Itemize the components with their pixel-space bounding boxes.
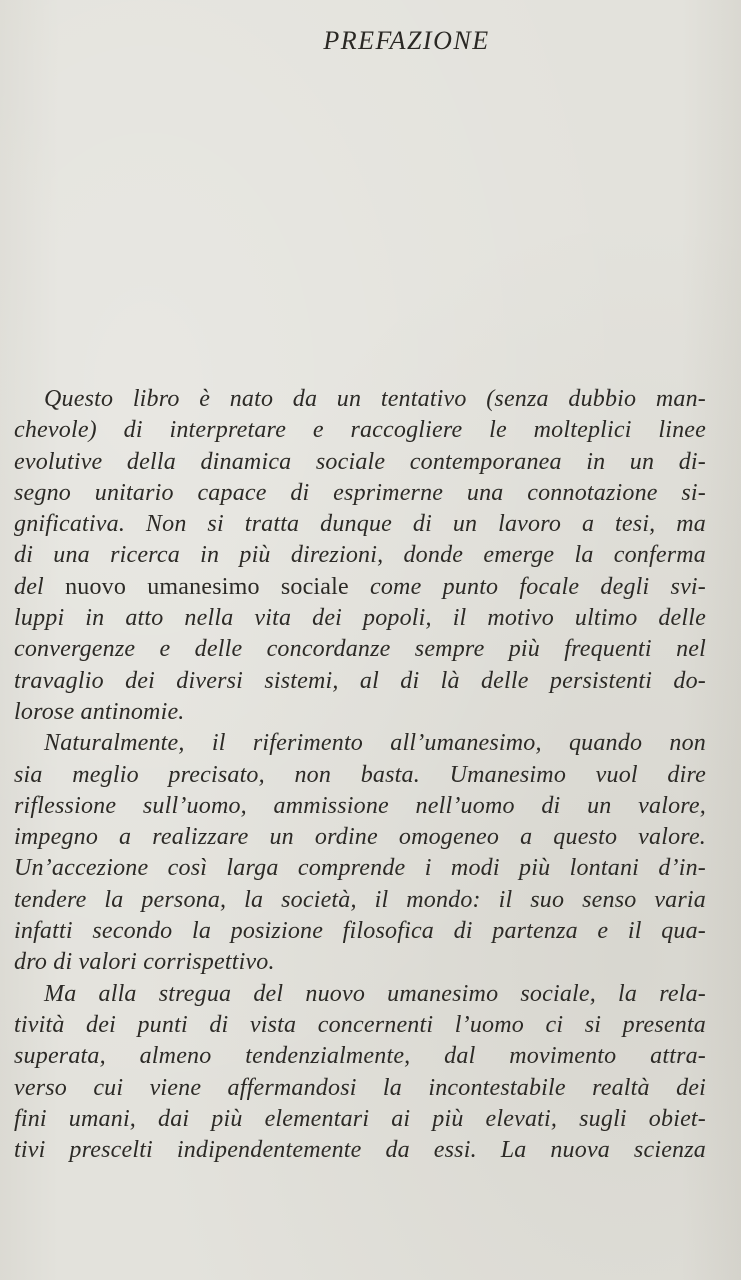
text-line: convergenze e delle concordanze sempre più frequenti nel — [14, 636, 706, 663]
text-line: tendere la persona, la società, il mondo: il suo senso varia — [14, 886, 706, 913]
text-segment: come punto focale degli svi- — [348, 573, 706, 600]
text-line: Questo libro è nato da un tentativo (senza dubbio man- — [44, 386, 706, 412]
text-line: travaglio dei diversi sistemi, al di là delle persistenti do- — [14, 667, 706, 694]
text-line: impegno a realizzare un ordine omogeneo a questo valore. — [14, 824, 706, 851]
text-line: Naturalmente, il riferimento all’umanesimo, quando non — [44, 730, 706, 757]
text-line: fini umani, dai più elementari ai più elevati, sugli obiet- — [14, 1105, 706, 1132]
emphasized-phrase: nuovo umanesimo sociale — [65, 573, 349, 600]
text-line: chevole) di interpretare e raccogliere le molteplici linee — [14, 417, 706, 444]
text-line: dro di valori corrispettivo. — [14, 949, 275, 976]
text-segment: del — [14, 573, 66, 600]
text-line: lorose antinomie. — [14, 698, 185, 725]
text-line: luppi in atto nella vita dei popoli, il motivo ultimo delle — [14, 605, 706, 632]
text-line: Un’accezione così larga comprende i modi più lontani d’in- — [14, 855, 706, 882]
text-line: segno unitario capace di esprimerne una connotazione si- — [14, 479, 706, 506]
text-line: di una ricerca in più direzioni, donde emerge la conferma — [14, 542, 706, 569]
text-line: riflessione sull’uomo, ammissione nell’uomo di un valore, — [14, 792, 706, 819]
text-line: tività dei punti di vista concernenti l’uomo ci si presenta — [14, 1011, 706, 1038]
text-line: sia meglio precisato, non basta. Umanesimo vuol dire — [14, 761, 706, 788]
text-line: Ma alla stregua del nuovo umanesimo sociale, la rela- — [44, 980, 706, 1007]
body-text — [14, 384, 706, 1166]
text-line: evolutive della dinamica sociale contemporanea in un di- — [14, 448, 706, 475]
page-title: PREFAZIONE — [323, 26, 490, 55]
text-line: gnificativa. Non si tratta dunque di un lavoro a tesi, ma — [14, 511, 706, 538]
text-line: infatti secondo la posizione filosofica di partenza e il qua- — [14, 918, 706, 945]
text-line — [14, 572, 706, 603]
text-line: verso cui viene affermandosi la incontestabile realtà dei — [14, 1074, 706, 1101]
text-line: superata, almeno tendenzialmente, dal movimento attra- — [14, 1043, 706, 1070]
text-line: tivi prescelti indipendentemente da essi. La nuova scienza — [14, 1137, 706, 1164]
